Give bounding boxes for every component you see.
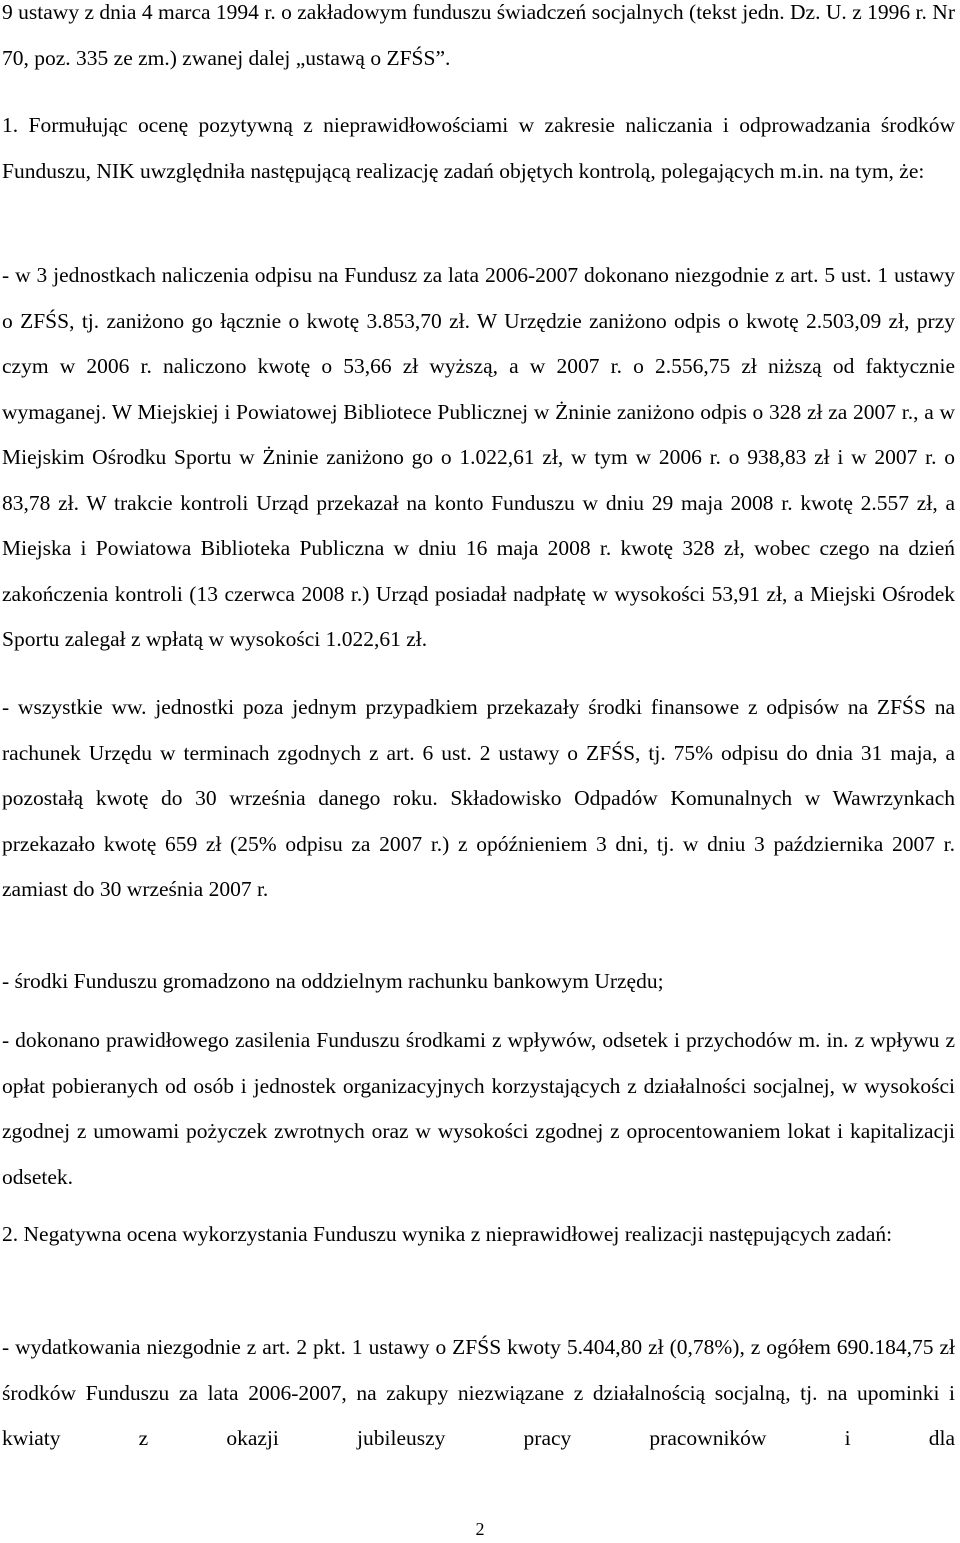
paragraph-1: 9 ustawy z dnia 4 marca 1994 r. o zakładowym funduszu świadczeń socjalnych (tekst jedn. Dz. U. z 1996 r. Nr 70, poz. 335 ze zm.) zwanej dalej „ustawą o ZFŚS”.: [2, 0, 955, 70]
paragraph-2: 1. Formułując ocenę pozytywną z nieprawidłowościami w zakresie naliczania i odprowadzania środków Funduszu, NIK uwzględniła następującą realizację zadań objętych kontrolą, polegających m.in. na tym, że:: [2, 113, 955, 183]
paragraph-3: - w 3 jednostkach naliczenia odpisu na Fundusz za lata 2006-2007 dokonano niezgodnie z art. 5 ust. 1 ustawy o ZFŚS, tj. zaniżono go łącznie o kwotę 3.853,70 zł. W Urzędzie zaniżono odpis o kwotę 2.503,09 zł, przy czym w 2006 r. naliczono kwotę o 53,66 zł wyższą, a w 2007 r. o 2.556,75 zł niższą od faktycznie wymaganej. W Miejskiej i Powiatowej Bibliotece Publicznej w Żninie zaniżono odpis o 328 zł za 2007 r., a w Miejskim Ośrodku Sportu w Żninie zaniżono go o 1.022,61 zł, w tym w 2006 r. o 938,83 zł i w 2007 r. o 83,78 zł. W trakcie kontroli Urząd przekazał na konto Funduszu w dniu 29 maja 2008 r. kwotę 2.557 zł, a Miejska i Powiatowa Biblioteka Publiczna w dniu 16 maja 2008 r. kwotę 328 zł, wobec czego na dzień zakończenia kontroli (13 czerwca 2008 r.) Urząd posiadał nadpłatę w wysokości 53,91 zł, a Miejski Ośrodek Sportu zalegał z wpłatą w wysokości 1.022,61 zł.: [2, 263, 955, 651]
paragraph-6: - dokonano prawidłowego zasilenia Funduszu środkami z wpływów, odsetek i przychodów m. in. z wpływu z opłat pobieranych od osób i jednostek organizacyjnych korzystających z działalności socjalnej, w wysokości zgodnej z umowami pożyczek zwrotnych oraz w wysokości zgodnej z oprocentowaniem lokat i kapitalizacji odsetek.: [2, 1028, 955, 1189]
paragraph-4: - wszystkie ww. jednostki poza jednym przypadkiem przekazały środki finansowe z odpisów na ZFŚS na rachunek Urzędu w terminach zgodnych z art. 6 ust. 2 ustawy o ZFŚS, tj. 75% odpisu do dnia 31 maja, a pozostałą kwotę do 30 września danego roku. Składowisko Odpadów Komunalnych w Wawrzynkach przekazało kwotę 659 zł (25% odpisu za 2007 r.) z opóźnieniem 3 dni, tj. w dniu 3 października 2007 r. zamiast do 30 września 2007 r.: [2, 695, 955, 901]
paragraph-8: - wydatkowania niezgodnie z art. 2 pkt. 1 ustawy o ZFŚS kwoty 5.404,80 zł (0,78%), z ogółem 690.184,75 zł środków Funduszu za lata 2006-2007, na zakupy niezwiązane z działalnością socjalną, tj. na upominki i kwiaty z okazji jubileuszy pracy pracowników i dla: [2, 1335, 955, 1450]
paragraph-7: 2. Negatywna ocena wykorzystania Funduszu wynika z nieprawidłowej realizacji następujących zadań:: [2, 1222, 893, 1246]
page-number: 2: [475, 1519, 485, 1539]
paragraph-5: - środki Funduszu gromadzono na oddzielnym rachunku bankowym Urzędu;: [2, 969, 664, 993]
